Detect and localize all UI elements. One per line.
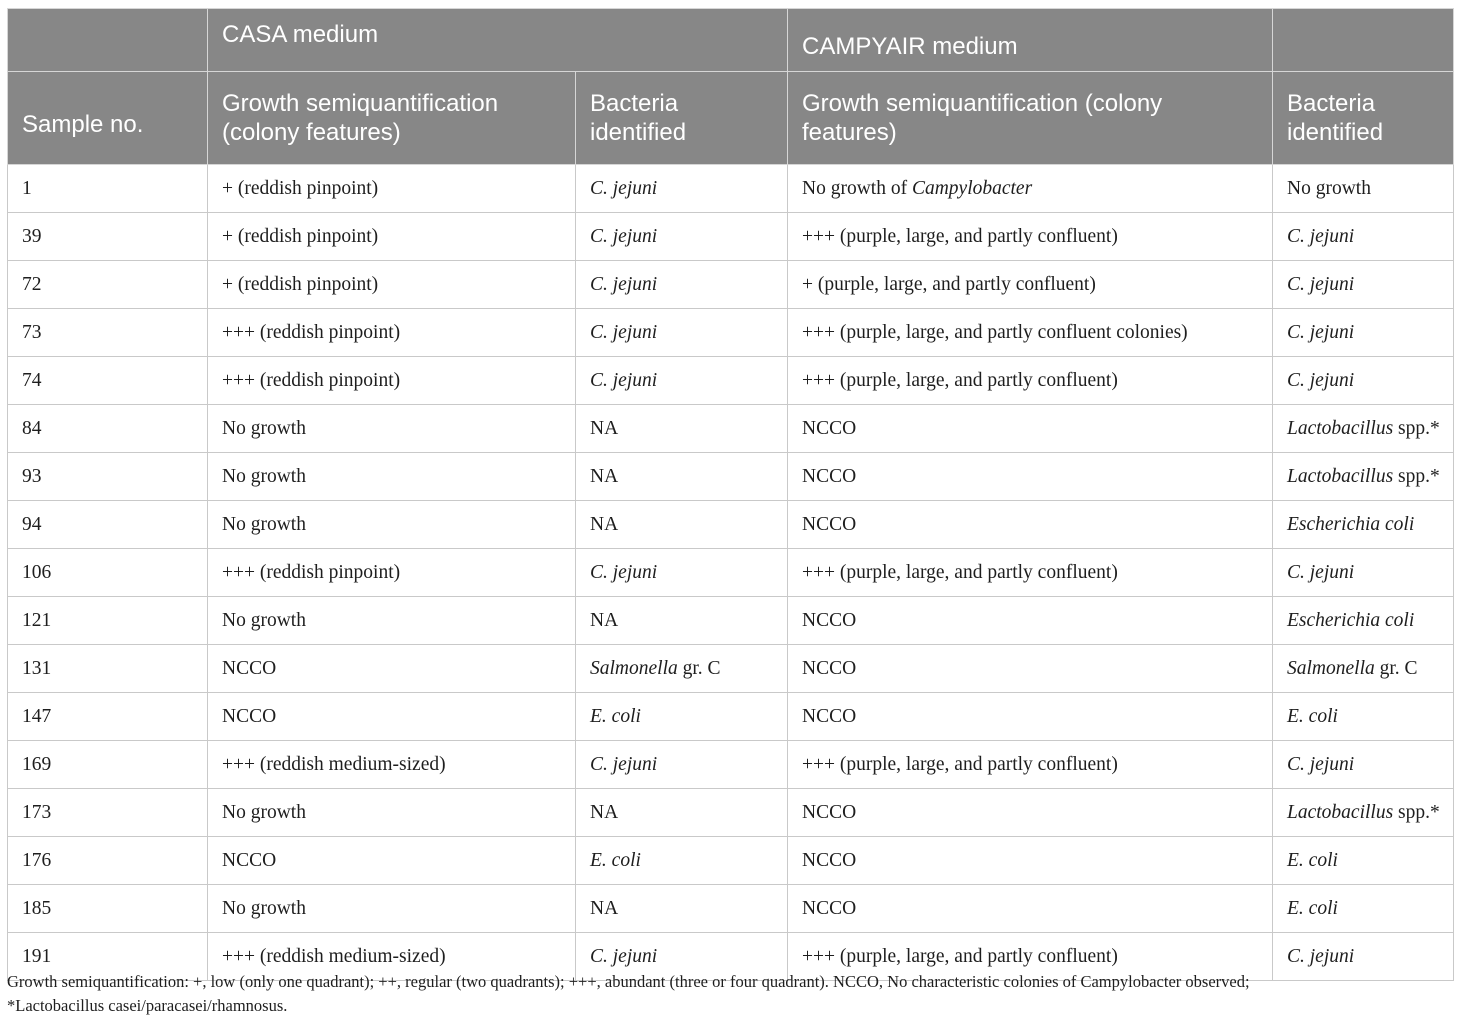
cell-campyair-bacteria: C. jejuni xyxy=(1273,309,1454,357)
cell-casa-growth: +++ (reddish pinpoint) xyxy=(208,357,576,405)
cell-casa-bacteria: Salmonella gr. C xyxy=(576,645,788,693)
cell-sample-no: 39 xyxy=(8,213,208,261)
cell-sample-no: 73 xyxy=(8,309,208,357)
cell-campyair-bacteria: Lactobacillus spp.* xyxy=(1273,453,1454,501)
table-row xyxy=(8,885,1454,933)
cell-casa-bacteria: C. jejuni xyxy=(576,213,788,261)
cell-campyair-bacteria: C. jejuni xyxy=(1273,213,1454,261)
cell-campyair-bacteria: C. jejuni xyxy=(1273,933,1454,981)
cell-casa-bacteria: C. jejuni xyxy=(576,549,788,597)
table-row xyxy=(8,213,1454,261)
header-campyair-medium: CAMPYAIR medium xyxy=(788,9,1273,72)
table-row xyxy=(8,453,1454,501)
cell-campyair-bacteria: Lactobacillus spp.* xyxy=(1273,405,1454,453)
table-row xyxy=(8,597,1454,645)
cell-campyair-growth: +++ (purple, large, and partly confluent) xyxy=(788,741,1273,789)
cell-sample-no: 191 xyxy=(8,933,208,981)
cell-campyair-growth: NCCO xyxy=(788,789,1273,837)
cell-casa-growth: No growth xyxy=(208,597,576,645)
table-body xyxy=(8,165,1454,981)
table-row xyxy=(8,693,1454,741)
table-row xyxy=(8,837,1454,885)
cell-campyair-bacteria: E. coli xyxy=(1273,885,1454,933)
cell-sample-no: 147 xyxy=(8,693,208,741)
cell-casa-growth: +++ (reddish pinpoint) xyxy=(208,309,576,357)
cell-casa-bacteria: NA xyxy=(576,453,788,501)
cell-casa-bacteria: NA xyxy=(576,885,788,933)
cell-casa-growth: No growth xyxy=(208,885,576,933)
cell-campyair-growth: +++ (purple, large, and partly confluent) xyxy=(788,357,1273,405)
cell-casa-bacteria: C. jejuni xyxy=(576,261,788,309)
cell-campyair-growth: NCCO xyxy=(788,885,1273,933)
header-campyair-growth: Growth semiquantification (colony features) xyxy=(788,72,1273,165)
header-casa-medium: CASA medium xyxy=(208,9,788,72)
table-row xyxy=(8,501,1454,549)
cell-sample-no: 173 xyxy=(8,789,208,837)
cell-casa-bacteria: NA xyxy=(576,501,788,549)
table-row xyxy=(8,789,1454,837)
table-row xyxy=(8,261,1454,309)
cell-campyair-growth: NCCO xyxy=(788,501,1273,549)
header-empty-cell xyxy=(1273,9,1454,72)
cell-campyair-growth: +++ (purple, large, and partly confluent colonies) xyxy=(788,309,1273,357)
cell-sample-no: 169 xyxy=(8,741,208,789)
table-row xyxy=(8,741,1454,789)
cell-casa-bacteria: C. jejuni xyxy=(576,933,788,981)
cell-campyair-growth: NCCO xyxy=(788,693,1273,741)
cell-casa-growth: + (reddish pinpoint) xyxy=(208,261,576,309)
header-sample-no: Sample no. xyxy=(8,72,208,165)
table-footnote xyxy=(7,970,1457,1018)
table-row xyxy=(8,357,1454,405)
cell-campyair-bacteria: Escherichia coli xyxy=(1273,501,1454,549)
cell-casa-growth: No growth xyxy=(208,501,576,549)
cell-casa-bacteria: E. coli xyxy=(576,837,788,885)
cell-sample-no: 131 xyxy=(8,645,208,693)
cell-campyair-bacteria: Salmonella gr. C xyxy=(1273,645,1454,693)
cell-casa-bacteria: C. jejuni xyxy=(576,309,788,357)
cell-campyair-bacteria: C. jejuni xyxy=(1273,549,1454,597)
footnote-line-2: *Lactobacillus casei/paracasei/rhamnosus. xyxy=(7,996,288,1015)
cell-casa-growth: NCCO xyxy=(208,837,576,885)
table-row xyxy=(8,165,1454,213)
cell-sample-no: 185 xyxy=(8,885,208,933)
cell-casa-growth: +++ (reddish medium-sized) xyxy=(208,741,576,789)
cell-casa-bacteria: E. coli xyxy=(576,693,788,741)
cell-sample-no: 74 xyxy=(8,357,208,405)
cell-casa-growth: +++ (reddish medium-sized) xyxy=(208,933,576,981)
cell-casa-growth: +++ (reddish pinpoint) xyxy=(208,549,576,597)
cell-campyair-growth: No growth of Campylobacter xyxy=(788,165,1273,213)
cell-casa-growth: + (reddish pinpoint) xyxy=(208,165,576,213)
cell-campyair-bacteria: E. coli xyxy=(1273,693,1454,741)
cell-casa-growth: NCCO xyxy=(208,645,576,693)
table-row xyxy=(8,405,1454,453)
cell-casa-growth: + (reddish pinpoint) xyxy=(208,213,576,261)
cell-campyair-growth: NCCO xyxy=(788,645,1273,693)
table-row xyxy=(8,645,1454,693)
cell-casa-growth: No growth xyxy=(208,789,576,837)
header-empty-cell xyxy=(8,9,208,72)
cell-sample-no: 1 xyxy=(8,165,208,213)
cell-casa-bacteria: C. jejuni xyxy=(576,741,788,789)
cell-casa-bacteria: C. jejuni xyxy=(576,357,788,405)
table-row xyxy=(8,309,1454,357)
cell-campyair-growth: + (purple, large, and partly confluent) xyxy=(788,261,1273,309)
header-group-row xyxy=(8,9,1454,72)
cell-sample-no: 121 xyxy=(8,597,208,645)
cell-casa-bacteria: NA xyxy=(576,597,788,645)
cell-campyair-bacteria: C. jejuni xyxy=(1273,261,1454,309)
cell-campyair-bacteria: Lactobacillus spp.* xyxy=(1273,789,1454,837)
cell-campyair-bacteria: Escherichia coli xyxy=(1273,597,1454,645)
cell-campyair-bacteria: C. jejuni xyxy=(1273,741,1454,789)
cell-sample-no: 72 xyxy=(8,261,208,309)
cell-sample-no: 94 xyxy=(8,501,208,549)
cell-casa-growth: NCCO xyxy=(208,693,576,741)
cell-campyair-growth: NCCO xyxy=(788,597,1273,645)
cell-sample-no: 84 xyxy=(8,405,208,453)
header-campyair-bacteria: Bacteria identified xyxy=(1273,72,1454,165)
cell-campyair-bacteria: C. jejuni xyxy=(1273,357,1454,405)
header-casa-bacteria: Bacteria identified xyxy=(576,72,788,165)
cell-campyair-growth: NCCO xyxy=(788,405,1273,453)
header-casa-growth: Growth semiquantification (colony features) xyxy=(208,72,576,165)
cell-sample-no: 106 xyxy=(8,549,208,597)
table-row xyxy=(8,549,1454,597)
cell-campyair-growth: NCCO xyxy=(788,453,1273,501)
cell-campyair-growth: +++ (purple, large, and partly confluent) xyxy=(788,933,1273,981)
cell-campyair-growth: +++ (purple, large, and partly confluent) xyxy=(788,213,1273,261)
cell-casa-growth: No growth xyxy=(208,405,576,453)
cell-casa-bacteria: NA xyxy=(576,405,788,453)
cell-campyair-growth: NCCO xyxy=(788,837,1273,885)
header-column-row xyxy=(8,72,1454,165)
cell-casa-growth: No growth xyxy=(208,453,576,501)
cell-casa-bacteria: C. jejuni xyxy=(576,165,788,213)
cell-sample-no: 176 xyxy=(8,837,208,885)
cell-casa-bacteria: NA xyxy=(576,789,788,837)
cell-sample-no: 93 xyxy=(8,453,208,501)
footnote-line-1: Growth semiquantification: +, low (only one quadrant); ++, regular (two quadrants); +++, abundant (three or four quadrant). NCCO, No characteristic colonies of Campylobacter observed; xyxy=(7,972,1250,991)
results-table xyxy=(7,8,1454,981)
cell-campyair-growth: +++ (purple, large, and partly confluent) xyxy=(788,549,1273,597)
cell-campyair-bacteria: E. coli xyxy=(1273,837,1454,885)
cell-campyair-bacteria: No growth xyxy=(1273,165,1454,213)
